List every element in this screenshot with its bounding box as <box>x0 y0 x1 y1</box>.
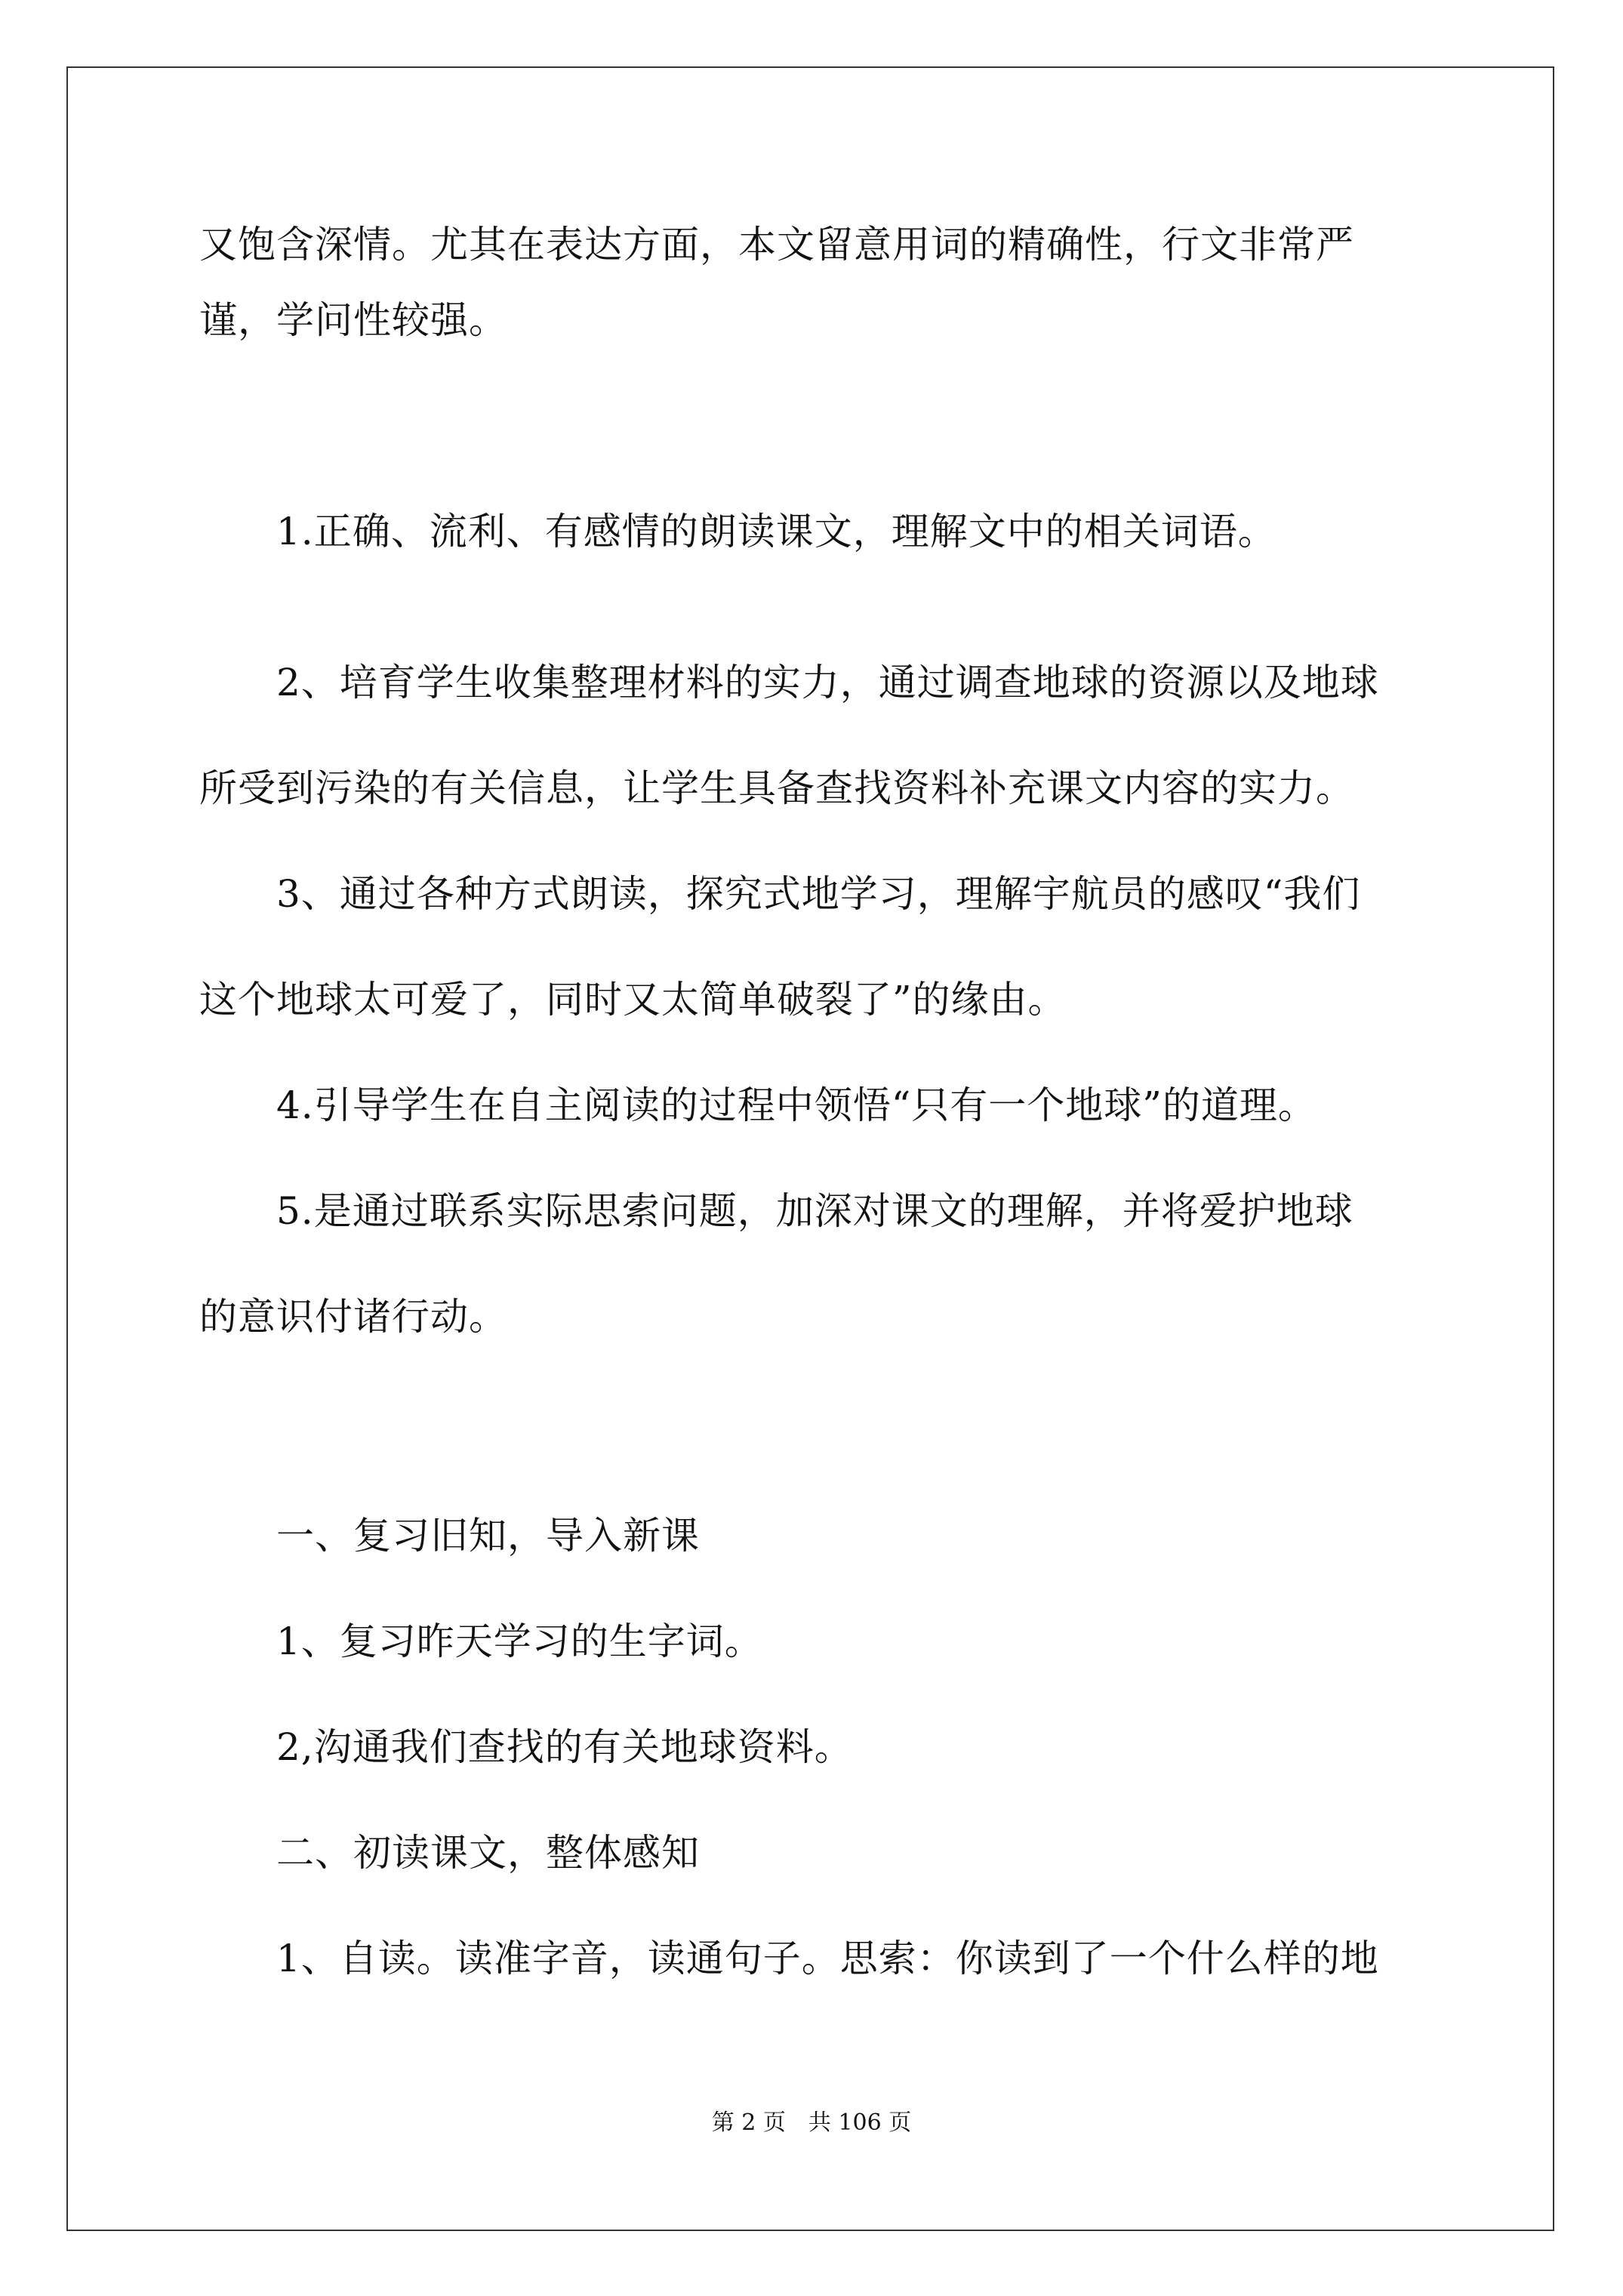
text-line-5: 所受到污染的有关信息，让学生具备查找资料补充课文内容的实力。 <box>199 766 1354 810</box>
text-line-7: 这个地球太可爱了，同时又太简单破裂了”的缘由。 <box>199 978 1067 1022</box>
text-line-2: 谨，学问性较强。 <box>199 298 507 342</box>
text-line-9: 5.是通过联系实际思索问题，加深对课文的理解，并将爱护地球 <box>199 1189 1354 1233</box>
text-line-10: 的意识付诸行动。 <box>199 1295 507 1339</box>
page-number-footer: 第 2 页 共 106 页 <box>711 2110 912 2136</box>
text-line-12: 1、复习昨天学习的生字词。 <box>199 1620 763 1663</box>
text-line-14: 二、初读课文，整体感知 <box>199 1831 700 1875</box>
text-line-8: 4.引导学生在自主阅读的过程中领悟“只有一个地球”的道理。 <box>199 1083 1317 1127</box>
page-frame <box>66 66 1554 2231</box>
text-line-15: 1、自读。读准字音，读通句子。思索：你读到了一个什么样的地 <box>199 1937 1379 1980</box>
text-line-3: 1.正确、流利、有感情的朗读课文，理解文中的相关词语。 <box>199 510 1277 553</box>
text-line-1: 又饱含深情。尤其在表达方面，本文留意用词的精确性，行文非常严 <box>199 223 1354 267</box>
text-line-11: 一、复习旧知，导入新课 <box>199 1514 700 1558</box>
text-line-4: 2、培育学生收集整理材料的实力，通过调查地球的资源以及地球 <box>199 661 1379 704</box>
text-line-13: 2,沟通我们查找的有关地球资料。 <box>199 1725 853 1769</box>
text-line-6: 3、通过各种方式朗读，探究式地学习，理解宇航员的感叹“我们 <box>199 872 1361 916</box>
